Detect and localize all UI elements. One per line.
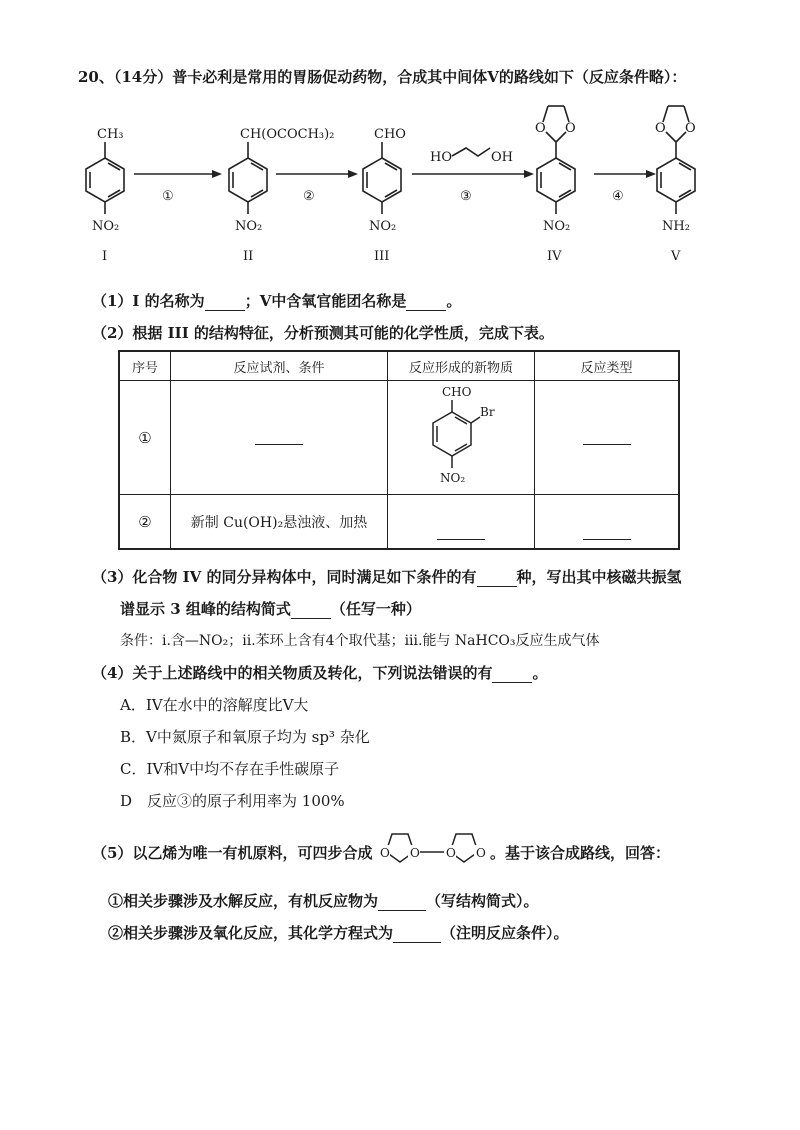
dioxolane-o-3: O [446, 846, 456, 860]
q5-sub1-text: ①相关步骤涉及水解反应，有机反应物为 [108, 892, 379, 910]
table-row [119, 495, 679, 550]
compound-V-label: V [671, 249, 681, 264]
question-3-line-2 [120, 598, 421, 619]
question-2: （2）根据 III 的结构特征，分析预测其可能的化学性质，完成下表。 [92, 324, 554, 342]
compound-V-ring-o-right: O [685, 121, 696, 136]
question-points: （14分） [113, 68, 173, 86]
compound-III-top: CHO [374, 127, 406, 142]
bis-dioxolane-structure [378, 818, 488, 878]
q3-text-a: （3）化合物 IV 的同分异构体中，同时满足如下条件的有 [92, 568, 477, 586]
compound-V-ring-o-left: O [655, 121, 666, 136]
compound-I-bottom: NO₂ [92, 219, 120, 234]
row2-type-blank[interactable] [583, 525, 631, 540]
q1-mid: ；V中含氧官能团名称是 [244, 292, 407, 310]
q4-stem: （4）关于上述路线中的相关物质及转化，下列说法错误的有 [92, 664, 493, 682]
row1-product-cell [388, 381, 535, 495]
q5-sub2-blank[interactable] [393, 928, 441, 943]
reaction-scheme [0, 100, 800, 270]
table-header-row [119, 351, 679, 381]
reagent-oh: OH [491, 150, 513, 165]
compound-III-label: III [374, 249, 390, 264]
compound-III-bottom: NO₂ [369, 219, 397, 234]
compound-IV-label: IV [547, 249, 562, 264]
q4-blank[interactable] [492, 668, 532, 683]
q1-prefix: （1）I 的名称为 [92, 292, 205, 310]
compound-I-top: CH₃ [97, 127, 124, 142]
compound-II-bottom: NO₂ [235, 219, 263, 234]
q5-sub2-end: （注明反应条件）。 [441, 924, 569, 942]
row2-product-cell [388, 495, 535, 550]
q4-stem-end: 。 [532, 664, 548, 682]
q5-sub1-blank[interactable] [378, 896, 426, 911]
compound-IV-ring-o-right: O [565, 121, 576, 136]
compound-IV-ring-o-left: O [535, 121, 546, 136]
q4-option-a: A．IV在水中的溶解度比V大 [120, 696, 309, 714]
compound-II-label: II [243, 249, 254, 264]
row2-reagent: 新制 Cu(OH)₂悬浊液、加热 [171, 495, 388, 550]
question-header [78, 66, 686, 87]
row2-type-cell [535, 495, 680, 550]
bromo-nitrobenzaldehyde-structure [416, 384, 506, 488]
compound-II-top: CH(OCOCH₃)₂ [240, 127, 335, 142]
table-row [119, 381, 679, 495]
question-5-sub-1 [108, 890, 539, 911]
q3-text-b: 种，写出其中核磁共振氢 [516, 568, 682, 586]
row1-reagent-blank[interactable] [255, 430, 303, 445]
q1-end: 。 [446, 292, 462, 310]
compound-II-ring [229, 142, 267, 214]
question-5-sub-2 [108, 922, 569, 943]
properties-table [118, 350, 680, 550]
row1-reagent-cell [171, 381, 388, 495]
question-intro: 普卡必利是常用的胃肠促动药物，合成其中间体V的路线如下（反应条件略）： [172, 68, 687, 86]
header-product: 反应形成的新物质 [388, 351, 535, 381]
question-3-line-1 [92, 566, 682, 587]
dioxolane-o-4: O [476, 846, 486, 860]
header-no: 序号 [119, 351, 171, 381]
question-1 [92, 290, 461, 311]
q4-option-c: C．IV和V中均不存在手性碳原子 [120, 760, 340, 778]
header-type: 反应类型 [535, 351, 680, 381]
compound-III-ring [363, 142, 401, 214]
compound-I-ring [86, 142, 124, 214]
step-1-label: ① [162, 189, 174, 204]
question-5-stem-b: 。基于该合成路线，回答： [490, 844, 671, 862]
row1-type-cell [535, 381, 680, 495]
compound-V-bottom: NH₂ [662, 219, 690, 234]
question-number: 20、 [78, 68, 114, 86]
header-reagent: 反应试剂、条件 [171, 351, 388, 381]
q3-blank-count[interactable] [477, 572, 517, 587]
row1-product-cho: CHO [442, 384, 472, 399]
q5-sub2-text: ②相关步骤涉及氧化反应，其化学方程式为 [108, 924, 394, 942]
row2-no: ② [119, 495, 171, 550]
row2-product-blank[interactable] [437, 525, 485, 540]
q3-blank-structure[interactable] [291, 604, 331, 619]
row1-no: ① [119, 381, 171, 495]
dioxolane-o-1: O [380, 846, 390, 860]
row1-product-br: Br [480, 404, 495, 419]
ethylene-glycol-skeleton [452, 148, 490, 156]
q4-option-b: B．V中氮原子和氧原子均为 sp³ 杂化 [120, 728, 370, 746]
q1-blank-1[interactable] [205, 296, 245, 311]
q5-sub1-end: （写结构简式）。 [426, 892, 539, 910]
q1-blank-2[interactable] [406, 296, 446, 311]
dioxolane-o-2: O [410, 846, 420, 860]
row1-type-blank[interactable] [583, 430, 631, 445]
step-2-label: ② [303, 189, 315, 204]
row1-product-no2: NO₂ [440, 470, 466, 485]
q3-text-d: （任写一种） [330, 600, 421, 618]
step-4-label: ④ [612, 189, 624, 204]
question-3-conditions: 条件：i.含—NO₂；ii.苯环上含有4个取代基；iii.能与 NaHCO₃反应生成气体 [120, 633, 600, 649]
compound-I-label: I [102, 249, 108, 264]
question-5-stem-a: （5）以乙烯为唯一有机原料，可四步合成 [92, 844, 373, 862]
compound-IV-bottom: NO₂ [543, 219, 571, 234]
q3-text-c: 谱显示 3 组峰的结构简式 [120, 600, 291, 618]
step-3-label: ③ [460, 189, 472, 204]
q4-option-d: D 反应③的原子利用率为 100% [120, 792, 345, 810]
reagent-ho: HO [430, 150, 452, 165]
question-4 [92, 662, 547, 683]
